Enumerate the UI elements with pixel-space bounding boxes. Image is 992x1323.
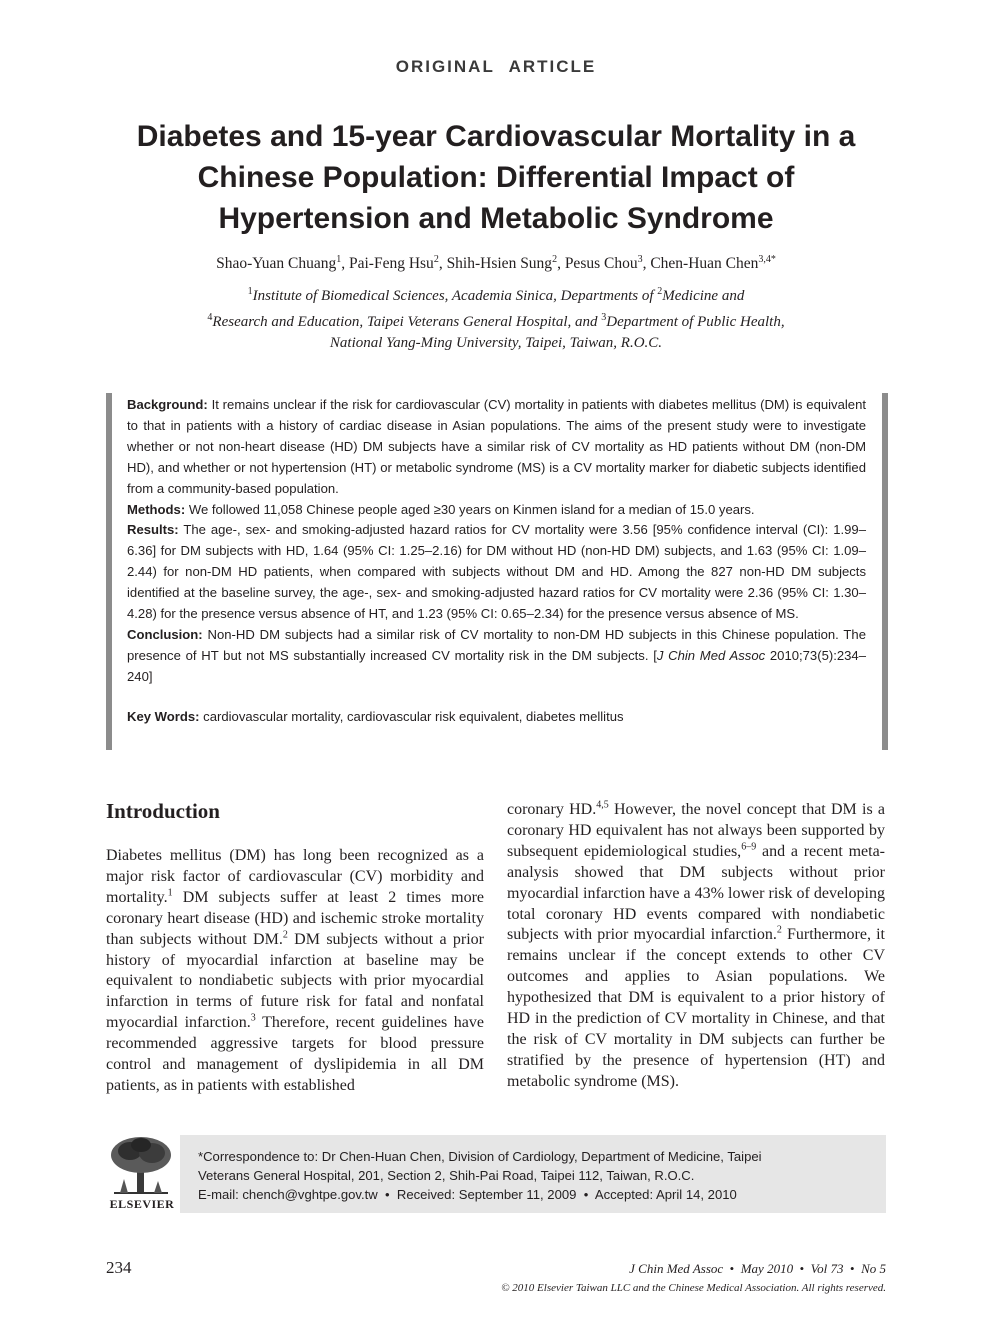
keywords-text: cardiovascular mortality, cardiovascular risk equivalent, diabetes mellitus	[203, 708, 624, 724]
author-name: Chen-Huan Chen	[650, 255, 759, 273]
affiliation-text: National Yang-Ming University, Taipei, Taiwan, R.O.C.	[329, 335, 663, 351]
journal-name: J Chin Med Assoc	[629, 1261, 724, 1276]
abstract-results-label: Results:	[127, 522, 179, 538]
elsevier-logo-text: ELSEVIER	[109, 1197, 175, 1211]
page-number: 234	[106, 1258, 132, 1277]
affiliation-mark: 2	[657, 286, 663, 297]
abstract-conclusion	[127, 625, 866, 688]
accepted-date: Accepted: April 14, 2010	[594, 1187, 737, 1202]
abstract-results-text: The age-, sex- and smoking-adjusted hazard ratios for CV mortality were 3.56 [95% confidence interval (CI): 1.99–6.36] for DM subjects with HD, 1.64 (95% CI: 1.25–2.16) for DM without HD (non-HD DM) subjects, and 1.63 (95% CI: 1.09–2.44) for non-DM HD patients, when compared with subjects without DM and HD. Among the 827 non-HD DM subjects identified at the baseline survey, the age-, sex- and smoking-adjusted hazard ratios for CV mortality were 2.36 (95% CI: 1.30–4.28) for the presence versus absence of HT, and 1.23 (95% CI: 0.65–2.34) for the presence versus absence of MS.	[127, 522, 866, 622]
abstract-results	[127, 520, 866, 625]
journal-citation-line	[629, 1261, 886, 1277]
received-date: Received: September 11, 2009	[396, 1187, 577, 1202]
bullet-separator: •	[583, 1187, 589, 1202]
author-affiliation-mark: 3	[637, 254, 643, 265]
citation-ref: 4,5	[596, 799, 609, 811]
citation-ref: 6–9	[741, 841, 757, 853]
abstract-box	[106, 393, 888, 750]
body-text: Therefore, recent guidelines have recommended aggressive targets for blood pressure control and management of dyslipidemia in all DM patients, as in patients with established	[106, 1014, 484, 1094]
copyright-notice: © 2010 Elsevier Taiwan LLC and the Chinese Medical Association. All rights reserved.	[501, 1282, 886, 1294]
author-list: Shao-Yuan Chuang$^1$, Pai-Feng Hsu$^2$, Shih-Hsien Sung$^2$, Pesus Chou$^3$, Chen-Huan Chen$^{3,4*}$	[216, 254, 776, 273]
affiliation-text: Research and Education, Taipei Veterans General Hospital, and	[212, 314, 602, 330]
journal-issue-date: May 2010	[740, 1261, 794, 1276]
abstract-conclusion-text: Non-HD DM subjects had a similar risk of CV mortality to non-DM HD subjects in this Chinese population. The presence of HT but not MS substantially increased CV mortality risk in the DM subjects. [	[127, 626, 866, 663]
abstract-methods-text: We followed 11,058 Chinese people aged ≥30 years on Kinmen island for a median of 15.0 years.	[188, 501, 755, 517]
abstract-text	[127, 395, 866, 728]
affiliation-text: Medicine and	[662, 288, 745, 304]
article-title: Diabetes and 15-year Cardiovascular Mortality in a Chinese Population: Differential Impact of Hypertension and Metabolic Syndrome	[136, 120, 856, 235]
correspondence-line: Veterans General Hospital, 201, Section 2, Shih-Pai Road, Taipei 112, Taiwan, R.O.C.	[198, 1168, 695, 1183]
bullet-separator: •	[385, 1187, 390, 1202]
body-text: However, the novel concept that DM is a coronary HD equivalent has not always been supported by subsequent epidemiological studies,	[507, 801, 886, 860]
citation-ref: 2	[282, 929, 288, 941]
body-text: DM subjects suffer at least 2 times more coronary heart disease (HD) and ischemic stroke mortality than subjects without DM.	[106, 888, 484, 948]
body-text: Furthermore, it remains unclear if the concept extends to other CV outcomes and applies to Asian populations. We hypothesized that DM is equivalent to a prior history of HD in the prediction of CV mortality in Chinese, and that the risk of CV mortality in DM subjects can further be stratified by the presence of hypertension (HT) and metabolic syndrome (MS).	[507, 926, 885, 1090]
body-paragraph	[507, 800, 885, 1093]
abstract-background-label: Background:	[127, 397, 208, 412]
author-name: Shih-Hsien Sung	[446, 255, 553, 273]
abstract-background-text: It remains unclear if the risk for cardiovascular (CV) mortality in patients with diabetes mellitus (DM) is equivalent to that in patients with a history of cardiac disease in Asian populations. The aims of the present study were to investigate whether or not non-heart disease (HD) DM subjects have a similar risk of CV mortality as HD patients without DM (non-DM HD), and whether or not hypertension (HT) or metabolic syndrome (MS) is a CV mortality marker for diabetic subjects identified from a community-based population.	[127, 397, 866, 496]
correspondence-email-link[interactable]: E-mail: chench@vghtpe.gov.tw	[198, 1187, 378, 1202]
body-text: and a recent meta-analysis showed that DM subjects without prior myocardial infarction have a 43% lower risk of developing total coronary HD events compared with nondiabetic subjects with prior myocardial infarction.	[507, 842, 886, 944]
bullet-separator: •	[850, 1261, 855, 1276]
affiliation-mark: 1	[247, 286, 253, 297]
body-paragraph	[106, 846, 484, 1097]
correspondence-text	[198, 1147, 876, 1204]
citation-ref: 1	[167, 887, 173, 899]
citation-ref: 2	[776, 925, 782, 937]
affiliation-mark: 3	[601, 312, 607, 323]
abstract-background	[127, 395, 866, 500]
affiliation-mark: 4	[207, 312, 213, 323]
keywords-label: Key Words:	[127, 708, 200, 724]
abstract-right-border	[882, 393, 888, 750]
affiliations	[150, 281, 842, 354]
body-column-left	[106, 800, 484, 1097]
citation-ref: 3	[250, 1012, 256, 1024]
correspondence-dates	[198, 1185, 876, 1204]
correspondence-box	[106, 1135, 886, 1213]
body-column-right	[507, 800, 885, 1093]
section-label: ORIGINAL ARTICLE	[395, 57, 597, 76]
author-name: Pai-Feng Hsu	[348, 255, 434, 273]
correspondence-line: *Correspondence to: Dr Chen-Huan Chen, Division of Cardiology, Department of Medicine, Taipei	[198, 1149, 762, 1164]
body-text: coronary HD.	[507, 801, 597, 818]
abstract-keywords	[127, 707, 866, 728]
journal-number: No 5	[861, 1261, 886, 1276]
author-affiliation-mark: 3,4*	[758, 254, 776, 265]
bullet-separator: •	[729, 1261, 735, 1276]
affiliation-text: Institute of Biomedical Sciences, Academia Sinica, Departments of	[252, 288, 658, 304]
abstract-left-border	[106, 393, 112, 750]
author-name: Shao-Yuan Chuang	[216, 255, 337, 273]
author-name: Pesus Chou	[564, 255, 638, 273]
author-affiliation-mark: 2	[552, 254, 558, 265]
author-affiliation-mark: 2	[433, 254, 439, 265]
author-affiliation-mark: 1	[336, 254, 342, 265]
abstract-citation-journal: J Chin Med Assoc	[656, 647, 766, 663]
body-text: DM subjects without a prior history of myocardial infarction at baseline may be equivalent to nondiabetic subjects with prior myocardial infarction in terms of future risk for fatal and nonfatal myocardial infarction.	[106, 930, 485, 1032]
abstract-conclusion-label: Conclusion:	[127, 626, 203, 642]
journal-volume: Vol 73	[810, 1261, 844, 1276]
section-heading-introduction: Introduction	[106, 799, 220, 823]
affiliation-text: Department of Public Health,	[606, 314, 785, 330]
abstract-citation: 2010;73(5):234–240]	[127, 647, 866, 684]
body-text: Diabetes mellitus (DM) has long been recognized as a major risk factor of cardiovascular (CV) morbidity and mortality.	[106, 847, 484, 906]
abstract-methods	[127, 500, 866, 521]
bullet-separator: •	[799, 1261, 805, 1276]
abstract-methods-label: Methods:	[127, 501, 186, 517]
